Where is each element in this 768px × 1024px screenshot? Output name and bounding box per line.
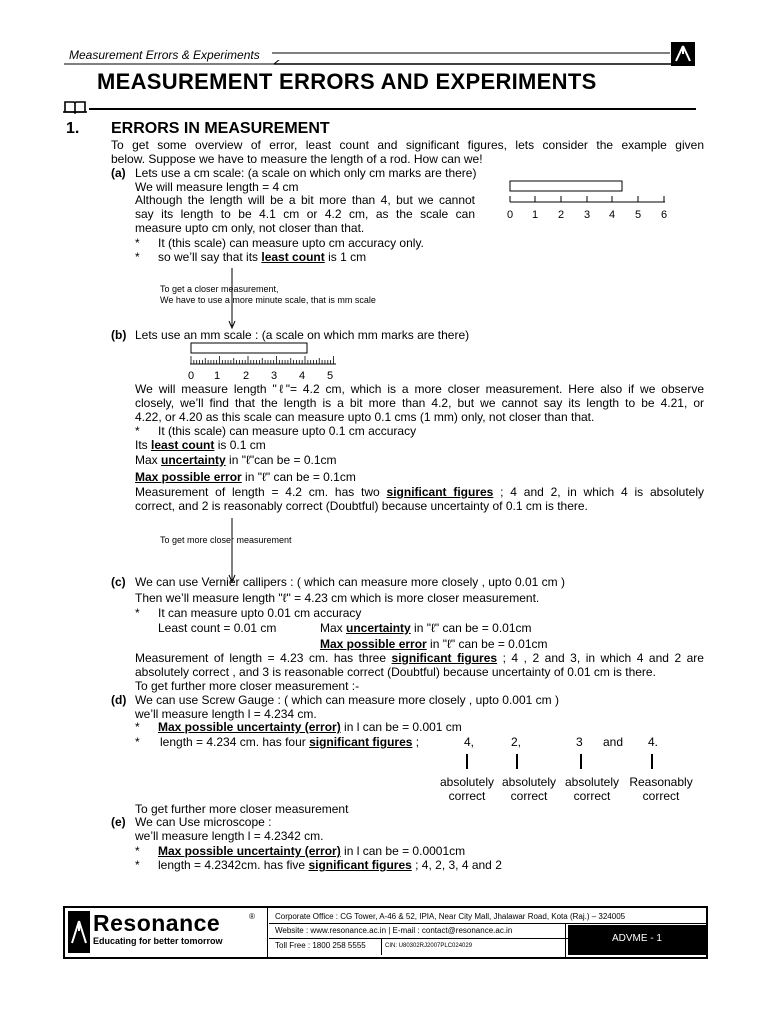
scale-tick-label: 4	[609, 209, 616, 221]
mm-scale-figure	[188, 342, 340, 370]
header-rule	[64, 60, 704, 68]
digit-label: Reasonably	[629, 775, 693, 789]
cm-scale-figure	[505, 180, 670, 206]
digit: and	[603, 735, 624, 749]
part-label: (a)	[111, 166, 126, 180]
registered-mark: ®	[249, 912, 255, 921]
bullet: *	[135, 606, 140, 620]
website-email: Website : www.resonance.ac.in | E-mail : contact@resonance.ac.in	[275, 926, 513, 935]
open-book-icon	[62, 100, 88, 114]
digit-markers	[460, 752, 660, 772]
text-line: We can use Screw Gauge : ( which can measure more closely , upto 0.001 cm )	[135, 693, 559, 707]
text-line: Then we’ll measure length "ℓ" = 4.23 cm which is more closer measurement.	[135, 591, 540, 605]
footer-brand	[65, 908, 268, 957]
digit: 4.	[648, 735, 659, 749]
brand-name: Resonance	[93, 910, 221, 936]
note-text: We have to use a more minute scale, that is mm scale	[160, 295, 376, 305]
text-line: Max possible uncertainty (error) in l can be = 0.0001cm	[158, 844, 466, 858]
digit: 4,	[464, 735, 475, 749]
text-line: It can measure upto 0.01 cm accuracy	[158, 606, 362, 620]
text-line: To get further more closer measurement	[135, 802, 349, 816]
text-line: It (this scale) can measure upto cm accuracy only.	[158, 236, 424, 250]
digit: 3	[576, 735, 583, 749]
scale-tick-label: 3	[584, 209, 591, 221]
text-line: Measurement of length = 4.23 cm. has three significant figures ; 4 , 2 and 3, in which 4 and 2 are	[135, 651, 704, 665]
scale-tick-label: 1	[214, 370, 221, 382]
scale-tick-label: 4	[299, 370, 306, 382]
toll-free: Toll Free : 1800 258 5555	[275, 941, 366, 950]
part-label: (e)	[111, 815, 126, 829]
text-line: Max possible error in "ℓ" can be = 0.1cm	[135, 470, 356, 484]
scale-tick-label: 3	[271, 370, 278, 382]
text-line: Measurement of length = 4.2 cm. has two significant figures ; 4 and 2, in which 4 is absolutely	[135, 485, 705, 499]
bullet: *	[135, 250, 140, 264]
digit: 2,	[511, 735, 522, 749]
bullet: *	[135, 858, 140, 872]
text-line: We can Use microscope :	[135, 815, 272, 829]
bullet: *	[135, 735, 140, 749]
running-title: Measurement Errors & Experiments	[69, 48, 260, 62]
digit-label: absolutely	[501, 775, 557, 789]
text-line: We will measure length = 4 cm	[135, 180, 299, 194]
page-code-box	[568, 925, 706, 955]
text-line: Lets use a cm scale: (a scale on which only cm marks are there)	[135, 166, 477, 180]
page-title: MEASUREMENT ERRORS AND EXPERIMENTS	[97, 69, 597, 94]
part-label: (c)	[111, 575, 126, 589]
page-code: ADVME - 1	[611, 933, 662, 944]
text-line: length = 4.234 cm. has four significant figures ;	[160, 735, 420, 749]
digit-label: absolutely	[564, 775, 620, 789]
text-line: we’ll measure length l = 4.2342 cm.	[135, 829, 324, 843]
intro-line: below. Suppose we have to measure the length of a rod. How can we!	[111, 152, 483, 166]
text-line: absolutely correct , and 3 is reasonable correct (Doubtful) because uncertainty of 0.01 cm is there.	[135, 665, 656, 679]
text-line: length = 4.2342cm. has five significant figures ; 4, 2, 3, 4 and 2	[158, 858, 502, 872]
scale-tick-label: 5	[327, 370, 334, 382]
digit-label: correct	[573, 789, 611, 803]
brand-tagline: Educating for better tomorrow	[93, 936, 223, 946]
text-line: closely, we’ll find that the length is a bit more than 4.2, but we cannot say its length to be 4.21, or	[135, 396, 704, 410]
digit-label: correct	[642, 789, 680, 803]
text-line: Max uncertainty in "ℓ" can be = 0.01cm	[320, 621, 532, 635]
bullet: *	[135, 236, 140, 250]
text-line: Max possible uncertainty (error) in l can be = 0.001 cm	[158, 720, 462, 734]
header-rule-top	[272, 52, 672, 55]
part-label: (b)	[111, 328, 127, 342]
resonance-logo-icon	[68, 911, 90, 953]
text-line: say its length to be 4.1 cm or 4.2 cm, as the scale can	[135, 207, 475, 221]
section-heading: ERRORS IN MEASUREMENT	[111, 120, 330, 137]
part-label: (d)	[111, 693, 127, 707]
scale-tick-label: 6	[661, 209, 668, 221]
text-line: Max possible error in "ℓ" can be = 0.01cm	[320, 637, 548, 651]
digit-label: correct	[510, 789, 548, 803]
cin-number: CIN: U80302RJ2007PLC024029	[385, 943, 473, 949]
text-line: measure upto cm only, not closer than that.	[135, 221, 365, 235]
scale-tick-label: 5	[635, 209, 642, 221]
text-line: Max uncertainty in "ℓ"can be = 0.1cm	[135, 453, 337, 467]
text-line: 4.22, or 4.20 as this scale can measure upto 0.1 cms (1 mm) only, not closer than that.	[135, 410, 595, 424]
footer	[63, 906, 708, 959]
scale-tick-label: 1	[532, 209, 539, 221]
intro-line: To get some overview of error, least count and significant figures, lets consider the example given	[111, 138, 704, 152]
down-arrow-icon	[226, 268, 238, 330]
scale-tick-label: 0	[507, 209, 514, 221]
scale-tick-label: 2	[558, 209, 565, 221]
text-line: so we’ll say that its least count is 1 cm	[158, 250, 367, 264]
text-line: Lets use an mm scale : (a scale on which mm marks are there)	[135, 328, 470, 342]
text-line: Although the length will be a bit more than 4, but we cannot	[135, 193, 475, 207]
text-line: We can use Vernier callipers : ( which can measure more closely , upto 0.01 cm )	[135, 575, 565, 589]
bullet: *	[135, 720, 140, 734]
bullet: *	[135, 844, 140, 858]
text-line: correct, and 2 is reasonably correct (Doubtful) because uncertainty of 0.1 cm is there.	[135, 499, 588, 513]
note-text: To get a closer measurement,	[160, 284, 279, 294]
section-number: 1.	[66, 120, 80, 137]
resonance-logo-icon	[671, 42, 695, 66]
text-line: we’ll measure length l = 4.234 cm.	[135, 707, 317, 721]
text-line: It (this scale) can measure upto 0.1 cm accuracy	[158, 424, 417, 438]
scale-tick-label: 0	[188, 370, 195, 382]
note-text: To get more closer measurement	[160, 535, 292, 545]
scale-tick-label: 2	[243, 370, 250, 382]
bullet: *	[135, 424, 140, 438]
text-line: We will measure length "ℓ"= 4.2 cm, which is a more closer measurement. Here also if we observe	[135, 382, 704, 396]
corporate-office: Corporate Office : CG Tower, A-46 & 52, IPIA, Near City Mall, Jhalawar Road, Kota (Raj.) – 324005	[275, 912, 626, 921]
digit-label: absolutely	[439, 775, 495, 789]
title-rule	[89, 108, 696, 110]
text-line: Its least count is 0.1 cm	[135, 438, 266, 452]
text-line: Least count = 0.01 cm	[158, 621, 277, 635]
digit-label: correct	[448, 789, 486, 803]
text-line: To get further more closer measurement :-	[135, 679, 360, 693]
